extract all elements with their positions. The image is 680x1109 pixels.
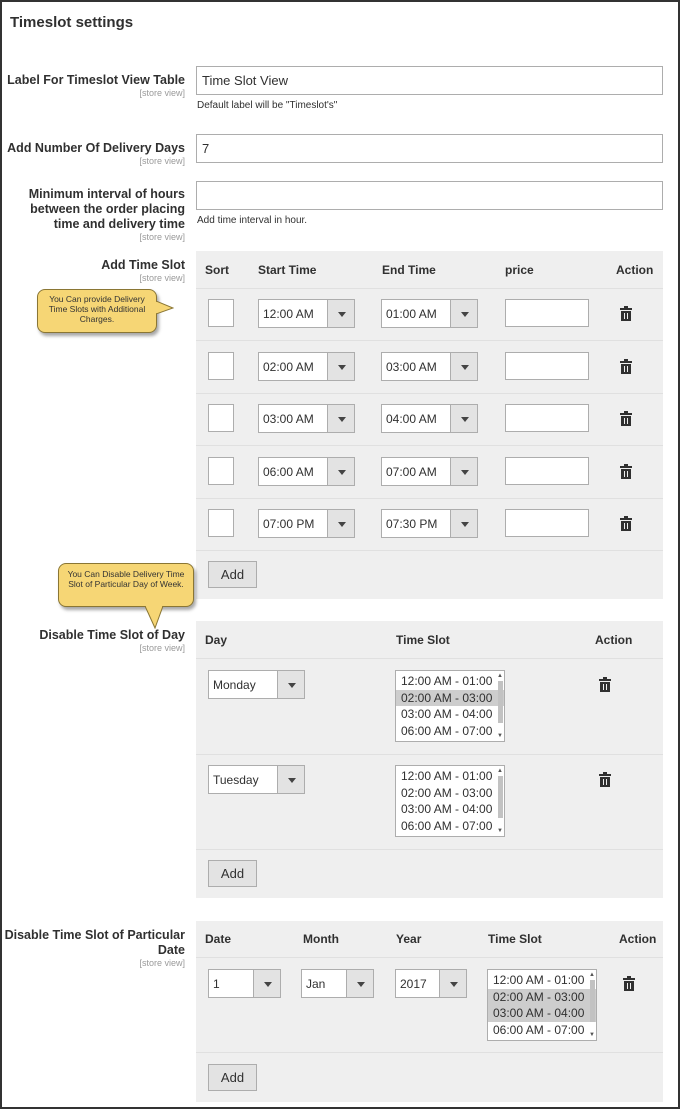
chevron-down-icon (277, 671, 304, 698)
delete-row-icon[interactable] (620, 516, 632, 531)
add-time-slot-label (101, 258, 185, 284)
end-time-value: 04:00 AM (386, 412, 437, 426)
start-time-value: 03:00 AM (263, 412, 314, 426)
end-time-value: 03:00 AM (386, 360, 437, 374)
price-input[interactable] (505, 404, 589, 432)
min-interval-note: Add time interval in hour. (197, 215, 308, 226)
time-slot-tooltip (37, 289, 157, 333)
delete-row-icon[interactable] (620, 411, 632, 426)
chevron-down-icon (253, 970, 280, 997)
price-input[interactable] (505, 457, 589, 485)
time-slot-tooltip-text: You Can provide Delivery Time Slots with Additional Charges. (48, 294, 146, 324)
end-time-select[interactable] (381, 509, 478, 538)
min-interval-line3: time and delivery time (53, 217, 185, 231)
end-time-select[interactable] (381, 352, 478, 381)
end-time-select[interactable] (381, 457, 478, 486)
chevron-down-icon (327, 353, 354, 380)
scrollbar-thumb[interactable] (498, 776, 503, 818)
disable-day-label (39, 628, 185, 654)
price-input[interactable] (505, 299, 589, 327)
slot-option[interactable]: 12:00 AM - 01:00 (493, 973, 585, 987)
slot-option-selected[interactable]: 02:00 AM - 03:00 (396, 690, 504, 707)
scope-label: [store view] (139, 232, 185, 242)
slot-option[interactable]: 03:00 AM - 04:00 (401, 707, 493, 721)
slot-option[interactable]: 12:00 AM - 01:00 (401, 674, 493, 688)
scope-label: [store view] (139, 958, 185, 968)
end-time-value: 01:00 AM (386, 307, 437, 321)
slot-option[interactable]: 02:00 AM - 03:00 (401, 785, 493, 800)
row-divider (196, 754, 663, 755)
scroll-down-icon[interactable]: ▼ (497, 733, 503, 739)
delete-row-icon[interactable] (620, 306, 632, 321)
col-month: Month (303, 932, 339, 946)
slot-option[interactable]: 03:00 AM - 04:00 (401, 802, 493, 816)
label-view-note: Default label will be "Timeslot's" (197, 100, 338, 111)
label-view-text: Label For Timeslot View Table (7, 73, 185, 87)
start-time-select[interactable] (258, 352, 355, 381)
row-divider (196, 1052, 663, 1053)
year-value: 2017 (400, 977, 427, 991)
col-start-time: Start Time (258, 263, 317, 277)
slot-option[interactable]: 06:00 AM - 07:00 (401, 818, 493, 833)
row-divider (196, 498, 663, 499)
start-time-value: 07:00 PM (263, 517, 315, 531)
end-time-select[interactable] (381, 404, 478, 433)
row-divider (196, 550, 663, 551)
delivery-days-label (7, 141, 185, 167)
day-select[interactable] (208, 670, 305, 699)
chevron-down-icon (450, 353, 477, 380)
disable-day-tooltip-text: You Can Disable Delivery Time Slot of Particular Day of Week. (67, 569, 185, 589)
chevron-down-icon (450, 458, 477, 485)
end-time-value: 07:00 AM (386, 465, 437, 479)
end-time-select[interactable] (381, 299, 478, 328)
col-action: Action (619, 932, 657, 946)
sort-input[interactable] (208, 352, 234, 380)
disable-day-table (196, 621, 663, 898)
delete-row-icon[interactable] (623, 976, 635, 991)
time-slot-multiselect[interactable] (395, 670, 505, 742)
chevron-down-icon (327, 510, 354, 537)
row-divider (196, 288, 663, 289)
price-input[interactable] (505, 352, 589, 380)
row-divider (196, 340, 663, 341)
chevron-down-icon (327, 405, 354, 432)
delivery-days-text: Add Number Of Delivery Days (7, 141, 185, 155)
col-sort: Sort (205, 263, 229, 277)
chevron-down-icon (439, 970, 466, 997)
delete-row-icon[interactable] (620, 359, 632, 374)
chevron-down-icon (277, 766, 304, 793)
end-time-value: 07:30 PM (386, 517, 438, 531)
col-year: Year (396, 932, 422, 946)
start-time-select[interactable] (258, 404, 355, 433)
scope-label: [store view] (139, 156, 185, 166)
row-divider (196, 849, 663, 850)
label-view-label (7, 73, 185, 99)
col-time-slot: Time Slot (396, 633, 450, 647)
row-divider (196, 393, 663, 394)
slot-option[interactable]: 06:00 AM - 07:00 (493, 1022, 585, 1037)
sort-input[interactable] (208, 457, 234, 485)
chevron-down-icon (346, 970, 373, 997)
label-view-input[interactable] (196, 66, 663, 95)
row-divider (196, 957, 663, 958)
start-time-value: 06:00 AM (263, 465, 314, 479)
start-time-select[interactable] (258, 509, 355, 538)
chevron-down-icon (450, 510, 477, 537)
date-value: 1 (213, 977, 220, 991)
year-select[interactable] (395, 969, 467, 998)
scope-label: [store view] (139, 643, 185, 653)
disable-day-text: Disable Time Slot of Day (39, 628, 185, 642)
delete-row-icon[interactable] (599, 677, 611, 692)
tooltip-pointer (156, 301, 174, 315)
day-value: Tuesday (213, 773, 259, 787)
scroll-down-icon[interactable]: ▼ (497, 828, 503, 834)
scroll-down-icon[interactable]: ▼ (589, 1032, 595, 1038)
start-time-value: 12:00 AM (263, 307, 314, 321)
month-select[interactable] (301, 969, 374, 998)
col-date: Date (205, 932, 232, 946)
col-price: price (505, 263, 534, 277)
slot-option-selected[interactable]: 02:00 AM - 03:00 (488, 989, 596, 1006)
min-interval-label (29, 187, 185, 243)
scroll-up-icon[interactable]: ▲ (497, 768, 503, 774)
row-divider (196, 445, 663, 446)
scrollbar-thumb[interactable] (590, 980, 595, 1022)
sort-input[interactable] (208, 299, 234, 327)
disable-date-label (5, 928, 185, 969)
scrollbar-thumb[interactable] (498, 681, 503, 723)
delete-row-icon[interactable] (599, 772, 611, 787)
add-disable-date-button[interactable]: Add (208, 1064, 257, 1091)
disable-date-line2: Date (157, 943, 185, 957)
scope-label: [store view] (139, 273, 185, 283)
month-value: Jan (306, 977, 326, 991)
start-time-select[interactable] (258, 299, 355, 328)
min-interval-line1: Minimum interval of hours (28, 187, 185, 201)
delete-row-icon[interactable] (620, 464, 632, 479)
scroll-up-icon[interactable]: ▲ (589, 972, 595, 978)
chevron-down-icon (327, 300, 354, 327)
start-time-value: 02:00 AM (263, 360, 314, 374)
day-select[interactable] (208, 765, 305, 794)
scroll-up-icon[interactable]: ▲ (497, 673, 503, 679)
sort-input[interactable] (208, 509, 234, 537)
delivery-days-input[interactable] (196, 134, 663, 163)
disable-day-tooltip (58, 563, 194, 607)
min-interval-line2: between the order placing (30, 202, 185, 216)
col-action: Action (595, 633, 633, 647)
page-title: Timeslot settings (10, 14, 134, 31)
slot-option-selected[interactable]: 03:00 AM - 04:00 (488, 1005, 596, 1022)
col-action: Action (616, 263, 654, 277)
chevron-down-icon (327, 458, 354, 485)
time-slot-multiselect[interactable] (395, 765, 505, 837)
time-slot-multiselect[interactable] (487, 969, 597, 1041)
scope-label: [store view] (139, 88, 185, 98)
tooltip-pointer (145, 606, 165, 630)
add-time-slot-button[interactable]: Add (208, 561, 257, 588)
slot-option[interactable]: 12:00 AM - 01:00 (401, 769, 493, 783)
start-time-select[interactable] (258, 457, 355, 486)
day-value: Monday (213, 678, 256, 692)
col-day: Day (205, 633, 228, 647)
chevron-down-icon (450, 300, 477, 327)
add-disable-day-button[interactable]: Add (208, 860, 257, 887)
row-divider (196, 658, 663, 659)
price-input[interactable] (505, 509, 589, 537)
col-time-slot: Time Slot (488, 932, 542, 946)
col-end-time: End Time (382, 263, 436, 277)
min-interval-input[interactable] (196, 181, 663, 210)
slot-option[interactable]: 06:00 AM - 07:00 (401, 723, 493, 738)
chevron-down-icon (450, 405, 477, 432)
disable-date-line1: Disable Time Slot of Particular (4, 928, 185, 942)
date-select[interactable] (208, 969, 281, 998)
add-time-slot-text: Add Time Slot (101, 258, 185, 272)
sort-input[interactable] (208, 404, 234, 432)
